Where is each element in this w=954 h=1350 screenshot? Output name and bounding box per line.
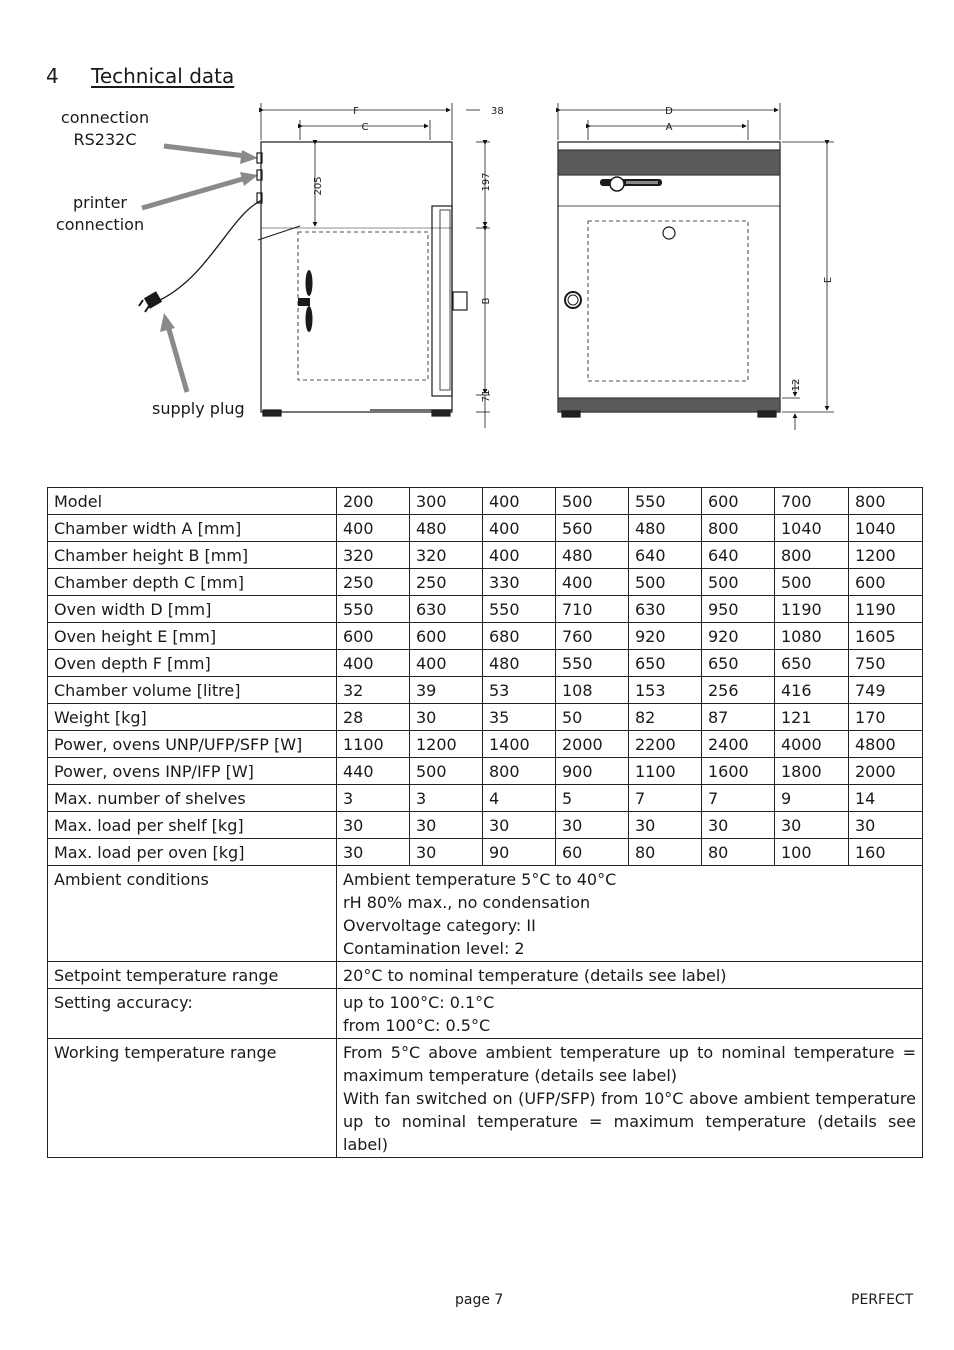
table-cell: 800 (702, 515, 775, 542)
table-cell: 650 (629, 650, 702, 677)
table-cell: 4800 (849, 731, 923, 758)
table-cell: 250 (410, 569, 483, 596)
table-cell: 400 (483, 515, 556, 542)
row-label: Oven width D [mm] (48, 596, 337, 623)
table-cell: 1800 (775, 758, 849, 785)
table-cell: 87 (702, 704, 775, 731)
table-cell: 30 (775, 812, 849, 839)
table-cell: 400 (410, 650, 483, 677)
table-cell: 300 (410, 488, 483, 515)
table-cell: 30 (556, 812, 629, 839)
table-cell: 480 (483, 650, 556, 677)
table-cell: 14 (849, 785, 923, 812)
table-cell: 550 (556, 650, 629, 677)
table-cell: 1400 (483, 731, 556, 758)
dim-38-label: 38 (491, 106, 504, 117)
table-cell: 32 (337, 677, 410, 704)
dim-e-label: E (823, 276, 834, 284)
table-cell: 9 (775, 785, 849, 812)
working-range-value: From 5°C above ambient temperature up to nominal temperature = maximum temperature (details see label) With fan switched on (UFP/SFP) from 10°C above ambient temperature up to nominal temperature = maximum temperature (details see label) (337, 1039, 923, 1158)
table-cell: 100 (775, 839, 849, 866)
setting-accuracy-row (48, 989, 923, 1039)
table-cell: 3 (410, 785, 483, 812)
table-cell: 440 (337, 758, 410, 785)
table-cell: 630 (410, 596, 483, 623)
table-cell: 550 (483, 596, 556, 623)
table-cell: 60 (556, 839, 629, 866)
table-cell: 35 (483, 704, 556, 731)
table-cell: 416 (775, 677, 849, 704)
table-cell: 1190 (775, 596, 849, 623)
table-cell: 80 (702, 839, 775, 866)
table-row (48, 623, 923, 650)
table-cell: 560 (556, 515, 629, 542)
table-cell: 600 (702, 488, 775, 515)
table-header-row (48, 488, 923, 515)
rs232-label-line2: RS232C (73, 130, 137, 149)
row-label: Max. number of shelves (48, 785, 337, 812)
ambient-conditions-value: Ambient temperature 5°C to 40°C rH 80% max., no condensation Overvoltage category: II Contamination level: 2 (337, 866, 923, 962)
table-cell: 650 (702, 650, 775, 677)
row-label: Chamber height B [mm] (48, 542, 337, 569)
table-cell: 30 (702, 812, 775, 839)
setting-accuracy-value: up to 100°C: 0.1°C from 100°C: 0.5°C (337, 989, 923, 1039)
dim-f-label: F (353, 106, 359, 117)
supply-plug-label: supply plug (152, 399, 245, 418)
table-cell: 700 (775, 488, 849, 515)
table-cell: 1040 (849, 515, 923, 542)
row-label: Oven depth F [mm] (48, 650, 337, 677)
table-cell: 2200 (629, 731, 702, 758)
table-cell: 30 (410, 812, 483, 839)
oven-dimension-drawing (0, 95, 954, 435)
table-cell: 153 (629, 677, 702, 704)
table-cell: 3 (337, 785, 410, 812)
table-cell: 30 (337, 812, 410, 839)
fan-icon (298, 270, 313, 332)
table-cell: 160 (849, 839, 923, 866)
table-cell: 5 (556, 785, 629, 812)
printer-label-line1: printer (72, 193, 128, 212)
table-cell: 2400 (702, 731, 775, 758)
table-cell: 600 (849, 569, 923, 596)
table-cell: 500 (556, 488, 629, 515)
door-knob-icon (663, 227, 675, 239)
row-label: Chamber volume [litre] (48, 677, 337, 704)
row-label: Max. load per shelf [kg] (48, 812, 337, 839)
table-cell: 400 (337, 650, 410, 677)
table-cell: 600 (410, 623, 483, 650)
table-row (48, 569, 923, 596)
dim-c-label: C (361, 122, 369, 133)
table-row (48, 542, 923, 569)
table-cell: 550 (629, 488, 702, 515)
table-cell: 1080 (775, 623, 849, 650)
dim-a-label: A (665, 122, 673, 133)
control-panel-display (600, 177, 662, 191)
table-cell: 500 (629, 569, 702, 596)
table-cell: 1100 (629, 758, 702, 785)
table-cell: 750 (849, 650, 923, 677)
setpoint-range-row (48, 962, 923, 989)
table-cell: 170 (849, 704, 923, 731)
table-cell: 710 (556, 596, 629, 623)
table-cell: 30 (410, 839, 483, 866)
table-cell: 320 (337, 542, 410, 569)
row-label: Power, ovens UNP/UFP/SFP [W] (48, 731, 337, 758)
table-cell: 1040 (775, 515, 849, 542)
table-cell: 90 (483, 839, 556, 866)
table-cell: 200 (337, 488, 410, 515)
table-cell: 800 (775, 542, 849, 569)
table-cell: 1600 (702, 758, 775, 785)
row-label: Power, ovens INP/IFP [W] (48, 758, 337, 785)
table-cell: 1200 (849, 542, 923, 569)
table-cell: 650 (775, 650, 849, 677)
table-cell: 400 (483, 488, 556, 515)
table-row (48, 785, 923, 812)
table-cell: 640 (629, 542, 702, 569)
table-cell: 50 (556, 704, 629, 731)
row-label: Chamber depth C [mm] (48, 569, 337, 596)
row-label: Max. load per oven [kg] (48, 839, 337, 866)
table-cell: 2000 (849, 758, 923, 785)
rs232-label-line1: connection (60, 108, 150, 127)
section-heading (46, 64, 234, 88)
row-label: Setpoint temperature range (48, 962, 337, 989)
table-cell: 500 (410, 758, 483, 785)
table-cell: 630 (629, 596, 702, 623)
table-cell: 108 (556, 677, 629, 704)
table-cell: 480 (556, 542, 629, 569)
brand-name: PERFECT (851, 1292, 914, 1308)
table-row (48, 758, 923, 785)
table-cell: 28 (337, 704, 410, 731)
side-dimensions (261, 103, 490, 428)
table-cell: 800 (483, 758, 556, 785)
table-cell: 39 (410, 677, 483, 704)
table-cell: 82 (629, 704, 702, 731)
table-cell: Model (48, 488, 337, 515)
table-cell: 749 (849, 677, 923, 704)
table-cell: 7 (629, 785, 702, 812)
table-cell: 2000 (556, 731, 629, 758)
row-label: Weight [kg] (48, 704, 337, 731)
table-cell: 250 (337, 569, 410, 596)
table-row (48, 596, 923, 623)
table-cell: 320 (410, 542, 483, 569)
pointer-arrows (142, 146, 258, 392)
table-cell: 4 (483, 785, 556, 812)
table-cell: 400 (337, 515, 410, 542)
table-cell: 500 (702, 569, 775, 596)
table-cell: 400 (556, 569, 629, 596)
table-cell: 53 (483, 677, 556, 704)
power-plug-icon (139, 291, 162, 312)
row-label: Working temperature range (48, 1039, 337, 1158)
row-label: Ambient conditions (48, 866, 337, 962)
table-cell: 760 (556, 623, 629, 650)
section-number: 4 (46, 64, 59, 88)
table-cell: 600 (337, 623, 410, 650)
table-cell: 80 (629, 839, 702, 866)
front-view (558, 142, 780, 417)
dim-197-label: 197 (481, 172, 492, 192)
table-row (48, 515, 923, 542)
table-cell: 7 (702, 785, 775, 812)
table-cell: 920 (629, 623, 702, 650)
table-cell: 30 (849, 812, 923, 839)
dim-d-label: D (665, 106, 673, 117)
ambient-conditions-row (48, 866, 923, 962)
table-cell: 920 (702, 623, 775, 650)
table-cell: 121 (775, 704, 849, 731)
table-cell: 1100 (337, 731, 410, 758)
table-row (48, 677, 923, 704)
table-cell: 30 (337, 839, 410, 866)
table-cell: 30 (483, 812, 556, 839)
row-label: Setting accuracy: (48, 989, 337, 1039)
table-cell: 900 (556, 758, 629, 785)
section-title: Technical data (91, 64, 235, 88)
table-cell: 1190 (849, 596, 923, 623)
table-cell: 550 (337, 596, 410, 623)
dim-205-label: 205 (313, 176, 324, 196)
table-row (48, 731, 923, 758)
table-cell: 30 (629, 812, 702, 839)
page-number: page 7 (455, 1292, 504, 1308)
table-cell: 4000 (775, 731, 849, 758)
table-cell: 1200 (410, 731, 483, 758)
table-cell: 480 (410, 515, 483, 542)
row-label: Oven height E [mm] (48, 623, 337, 650)
dim-b-label: B (481, 297, 492, 305)
table-cell: 330 (483, 569, 556, 596)
technical-data-table (47, 487, 923, 1158)
table-cell: 950 (702, 596, 775, 623)
working-range-row (48, 1039, 923, 1158)
table-cell: 680 (483, 623, 556, 650)
table-cell: 800 (849, 488, 923, 515)
table-row (48, 839, 923, 866)
table-cell: 640 (702, 542, 775, 569)
dim-12-label: 12 (791, 378, 802, 392)
table-row (48, 704, 923, 731)
printer-label-line2: connection (55, 215, 145, 234)
table-cell: 500 (775, 569, 849, 596)
setpoint-range-value: 20°C to nominal temperature (details see label) (337, 962, 923, 989)
table-cell: 480 (629, 515, 702, 542)
table-row (48, 650, 923, 677)
table-cell: 256 (702, 677, 775, 704)
table-cell: 400 (483, 542, 556, 569)
table-cell: 1605 (849, 623, 923, 650)
table-cell: 30 (410, 704, 483, 731)
dim-71-label: 71 (481, 389, 492, 403)
table-row (48, 812, 923, 839)
row-label: Chamber width A [mm] (48, 515, 337, 542)
